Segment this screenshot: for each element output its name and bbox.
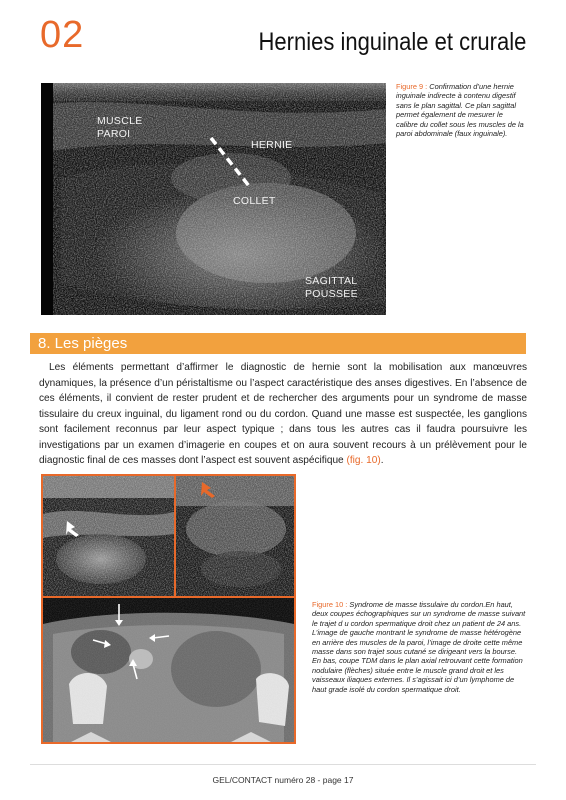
ultrasound-left-panel: [43, 476, 174, 596]
label-collet: COLLET: [233, 195, 276, 207]
label-muscle-paroi: MUSCLE PAROI: [97, 115, 143, 140]
page-title: Hernies inguinale et crurale: [258, 28, 526, 56]
figure-10-caption-label: Figure 10 :: [312, 600, 348, 609]
section-title: 8. Les pièges: [38, 335, 128, 352]
ultrasound-right-panel: [176, 476, 294, 596]
figure-9-caption: [396, 82, 524, 138]
figure-10-reference: (fig. 10): [346, 455, 381, 466]
body-paragraph-text: Les éléments permettant d’affirmer le diagnostic de hernie sont la mobilisation aux manœuvres dynamiques, la présence d’un péristaltisme ou l’aspect caractéristique des anses digestives. En l’absence de ces éléments, il convient de rester prudent et de rechercher des arguments pour un syndrome de masse tissulaire du creux inguinal, du ligament rond ou du cordon. Quand une masse est suspectée, les ganglions sont facilement reconnus par leur aspect typique ; dans tous les autres cas il faudra poursuivre les investigations par un examen d’imagerie en coupes et on aura souvent recours à un prélèvement pour le diagnostic final de ces masses dont l’aspect est souvent aspécifique: [39, 362, 527, 466]
figure-9-caption-text: Confirmation d’une hernie inguinale indirecte à contenu digestif sans le plan sagittal. Ce plan sagittal permet également de mesurer le calibre du collet sous les muscles de la paroi abdominale (faux inguinale).: [396, 82, 524, 139]
figure-10-composite-image: [41, 474, 296, 744]
figure-9-caption-label: Figure 9 :: [396, 82, 428, 91]
page-footer: GEL/CONTACT numéro 28 - page 17: [212, 775, 354, 785]
label-sagittal-poussee: SAGITTAL POUSSEE: [305, 275, 358, 300]
figure-10-caption-text: Syndrome de masse tissulaire du cordon.En haut, deux coupes échographiques sur un syndrome de masse suivant le trajet d u cordon spermatique droit chez un patient de 24 ans. L’image de gauche montrant le syndrome de masse hétérogène en arrière des muscles de la paroi, l’image de droite cette même masse dans son trajet sous cutané se dirigeant vers la bourse. En bas, coupe TDM dans le plan axial retrouvant cette formation nodulaire (flèches) située entre le muscle grand droit et les vaisseaux iliaques externes. Il s’agissait ici d’un lymphome de haut grade isolé du cordon spermatique droit.: [312, 600, 526, 694]
body-paragraph: [39, 360, 527, 469]
footer-divider: [30, 764, 536, 765]
figure-9-ultrasound-image: [41, 83, 386, 315]
figure-10-caption: [312, 600, 527, 694]
label-hernie: HERNIE: [251, 139, 293, 151]
body-paragraph-end: .: [380, 455, 384, 466]
chapter-number: 02: [40, 14, 85, 56]
ct-scan-panel: [43, 598, 294, 742]
